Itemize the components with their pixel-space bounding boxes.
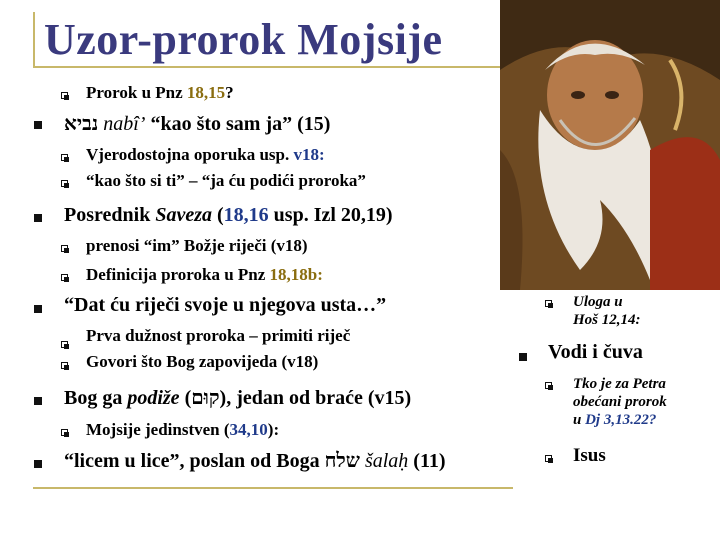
text-segment: Bog ga (64, 387, 128, 409)
sub-bullet-marker (61, 245, 68, 252)
sub-bullet-marker (61, 92, 68, 99)
bullet-line-6: prenosi “im” Božje riječi (v18) (86, 236, 308, 255)
bullet-line-5 (64, 204, 393, 227)
bullet-line-3 (86, 145, 325, 165)
text-segment: Posrednik (64, 204, 156, 226)
slide-title: Uzor-prorok Mojsije (44, 15, 443, 64)
reference-link: 18,15 (186, 83, 226, 102)
hebrew-word: קוּם (191, 387, 220, 409)
text-segment: , poslan od Boga (179, 450, 325, 472)
reference-link: 18,18b: (269, 265, 323, 284)
sub-bullet-marker (545, 382, 552, 389)
text-segment: ): (267, 420, 280, 439)
text-segment: ), jedan od braće (v15) (219, 387, 412, 409)
sub-bullet-marker (545, 300, 552, 307)
bullet-marker (519, 353, 527, 361)
side-note-line: Uloga u (573, 294, 623, 310)
frame-horizontal-line (33, 66, 513, 68)
text-segment: Vjerodostojna oporuka usp. (86, 145, 294, 164)
side-note-line: Hoš 12,14: (573, 312, 641, 328)
side-note-line (573, 411, 667, 429)
text-segment: (11) (408, 450, 446, 472)
bullet-line-4: “kao što si ti” – “ja ću podići proroka” (86, 171, 366, 190)
sub-bullet-marker (545, 455, 552, 462)
bullet-line-8: “Dat ću riječi svoje u njegova usta…” (64, 294, 387, 316)
bullet-marker (34, 305, 42, 313)
bullet-marker (34, 460, 42, 468)
bullet-marker (34, 397, 42, 405)
frame-vertical-line (33, 12, 35, 68)
hebrew-word: נביא (64, 113, 99, 135)
text-segment: ( (212, 204, 224, 226)
moses-portrait-icon (500, 0, 720, 290)
sub-bullet-marker (61, 429, 68, 436)
side-note-line: obećani prorok (573, 394, 667, 410)
transliteration: šalaḥ (359, 450, 409, 472)
side-note-2 (573, 375, 667, 429)
bullet-line-12 (86, 420, 279, 440)
sub-bullet-marker (61, 180, 68, 187)
side-note-line: Tko je za Petra (573, 376, 666, 392)
bullet-line-7 (86, 265, 323, 285)
text-segment: Mojsije jedinstven ( (86, 420, 230, 439)
bullet-line-13 (64, 450, 446, 473)
sub-bullet-marker (61, 362, 68, 369)
text-segment: usp. Izl 20,19) (268, 204, 393, 226)
text-segment: ? (225, 83, 234, 102)
reference-link: 18,16 (223, 204, 269, 226)
side-heading: Vodi i čuva (548, 341, 643, 363)
reference-link: Dj 3,13.22? (585, 412, 657, 428)
transliteration: nabî’ (98, 113, 146, 135)
bullet-marker (34, 121, 42, 129)
text-segment: ( (179, 387, 192, 409)
sub-bullet-marker (61, 154, 68, 161)
sub-bullet-marker (61, 274, 68, 281)
hebrew-word: שלח (324, 450, 360, 472)
text-segment: u (573, 412, 586, 428)
bullet-line-1 (86, 83, 234, 103)
side-note-1 (573, 293, 641, 329)
text-segment: Definicija proroka u Pnz (86, 265, 270, 284)
moses-painting-image (500, 0, 720, 290)
text-segment: “licem u lice” (64, 450, 180, 472)
bullet-line-10: Govori što Bog zapovijeda (v18) (86, 352, 319, 371)
sub-bullet-marker (61, 341, 68, 348)
bullet-line-9: Prva dužnost proroka – primiti riječ (86, 326, 351, 345)
side-answer: Isus (573, 445, 606, 466)
text-segment: podiže (127, 387, 180, 409)
text-segment: “kao što sam ja” (15) (145, 113, 331, 135)
text-segment: Saveza (155, 204, 212, 226)
frame-bottom-line (33, 487, 513, 489)
text-segment: Prorok u Pnz (86, 83, 187, 102)
bullet-line-11 (64, 387, 411, 410)
bullet-line-2 (64, 113, 330, 136)
reference-link: v18: (293, 145, 325, 164)
bullet-marker (34, 214, 42, 222)
reference-link: 34,10 (229, 420, 268, 439)
